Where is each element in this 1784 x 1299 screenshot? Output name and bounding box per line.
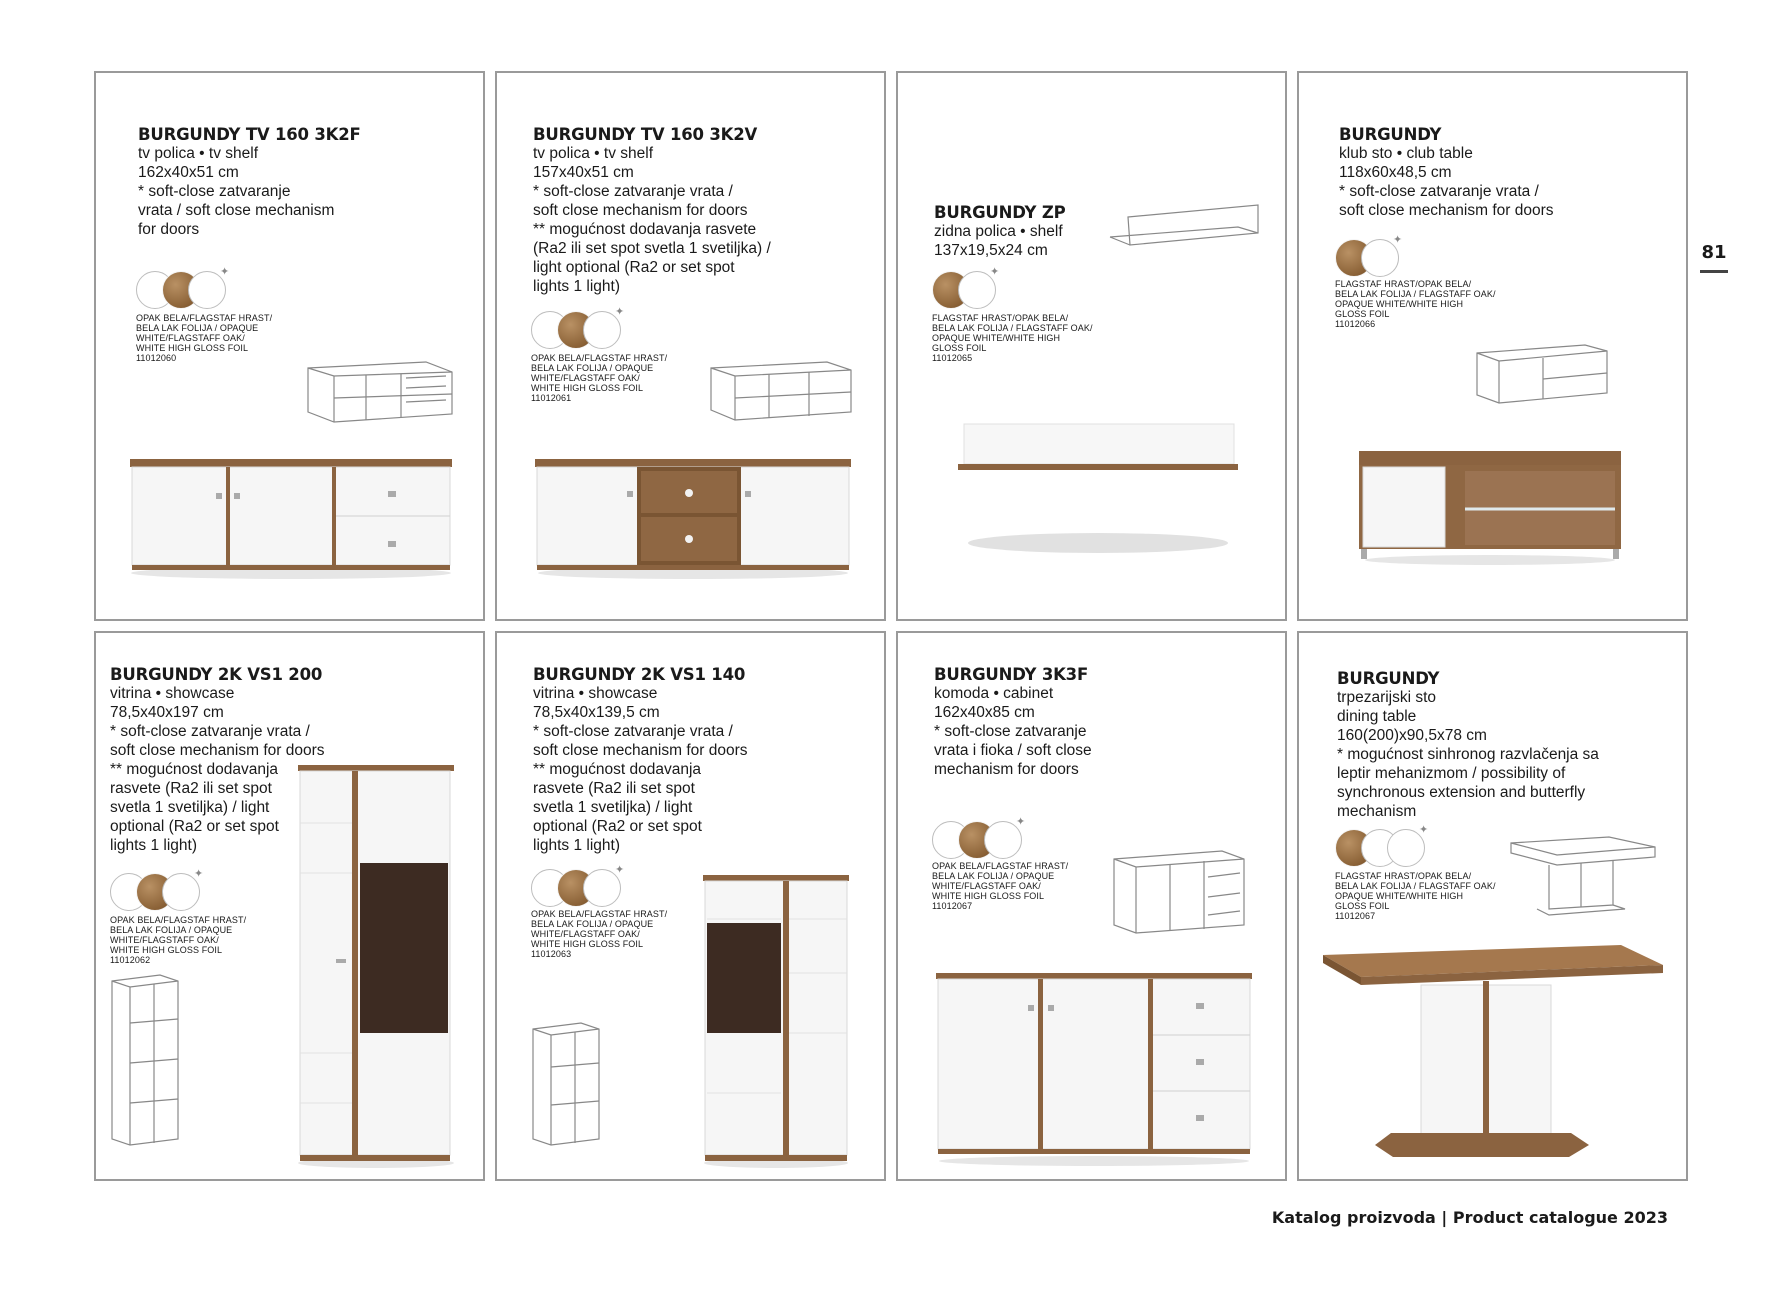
description-line: for doors — [138, 221, 200, 238]
description-line: trpezarijski sto — [1337, 689, 1437, 706]
tv-shelf-line-drawing — [306, 358, 456, 433]
color-swatches — [1335, 824, 1435, 869]
showcase-render — [296, 763, 456, 1173]
finish-codes — [1335, 279, 1496, 329]
tv-shelf-line-drawing — [709, 358, 854, 433]
finish-line: BELA LAK FOLIJA / OPAQUE — [531, 363, 654, 373]
finish-codes — [531, 353, 667, 403]
product-card-dining-table — [1297, 631, 1688, 1181]
finish-line: OPAK BELA/FLAGSTAF HRAST/ — [932, 861, 1069, 871]
description-line: * soft-close zatvaranje vrata / — [533, 183, 733, 200]
finish-line: BELA LAK FOLIJA / FLAGSTAFF OAK/ — [1335, 289, 1496, 299]
finish-line: WHITE HIGH GLOSS FOIL — [136, 343, 249, 353]
description-line: soft close mechanism for doors — [1339, 202, 1554, 219]
description-line: 137x19,5x24 cm — [934, 242, 1048, 259]
description-line: * soft-close zatvaranje — [934, 723, 1087, 740]
description-line: tv polica • tv shelf — [533, 145, 654, 162]
description-line: vitrina • showcase — [533, 685, 658, 702]
description-line: svetla 1 svetiljka) / light — [533, 799, 693, 816]
showcase-render — [701, 873, 851, 1173]
finish-line: WHITE HIGH GLOSS FOIL — [110, 945, 223, 955]
description-line: 162x40x85 cm — [934, 704, 1035, 721]
wall-shelf-line-drawing — [1108, 203, 1263, 248]
finish-codes — [110, 915, 246, 965]
product-description — [934, 684, 1092, 779]
product-title: BURGUNDY TV 160 3K2F — [138, 125, 361, 144]
tv-shelf-render — [126, 453, 456, 583]
product-title: BURGUNDY 2K VS1 140 — [533, 665, 746, 684]
product-description — [533, 144, 771, 296]
description-line: tv polica • tv shelf — [138, 145, 259, 162]
finish-line: OPAK BELA/FLAGSTAF HRAST/ — [110, 915, 247, 925]
finish-line: FLAGSTAF HRAST/OPAK BELA/ — [1335, 871, 1472, 881]
cabinet-line-drawing — [1112, 849, 1247, 939]
product-card-club-table — [1297, 71, 1688, 621]
description-line: 118x60x48,5 cm — [1339, 164, 1452, 181]
description-line: * soft-close zatvaranje vrata / — [1339, 183, 1539, 200]
description-line: vrata / soft close mechanism — [138, 202, 335, 219]
club-table-render — [1355, 445, 1625, 575]
description-line: 78,5x40x197 cm — [110, 704, 224, 721]
product-card-2k-vs1-140 — [495, 631, 886, 1181]
finish-line: 11012066 — [1335, 319, 1376, 329]
finish-line: OPAQUE WHITE/WHITE HIGH — [1335, 891, 1464, 901]
description-line: lights 1 light) — [110, 837, 198, 854]
finish-line: FLAGSTAF HRAST/OPAK BELA/ — [932, 313, 1069, 323]
description-line: * soft-close zatvaranje vrata / — [110, 723, 310, 740]
color-swatches — [531, 306, 631, 351]
product-card-2k-vs1-200 — [94, 631, 485, 1181]
description-line: ** mogućnost dodavanja rasvete — [533, 221, 757, 238]
product-card-3k3f — [896, 631, 1287, 1181]
finish-line: OPAK BELA/FLAGSTAF HRAST/ — [136, 313, 273, 323]
description-line: rasvete (Ra2 ili set spot — [533, 780, 695, 797]
finish-codes — [932, 861, 1068, 911]
product-title: BURGUNDY 3K3F — [934, 665, 1089, 684]
color-swatches — [136, 266, 236, 311]
description-line: optional (Ra2 or set spot — [533, 818, 702, 835]
description-line: * soft-close zatvaranje vrata / — [533, 723, 733, 740]
wall-shelf-render — [958, 418, 1238, 558]
product-title: BURGUNDY TV 160 3K2V — [533, 125, 758, 144]
sparkle-icon: ✦ — [615, 864, 625, 876]
description-line: light optional (Ra2 or set spot — [533, 259, 735, 276]
description-line: leptir mehanizmom / possibility of — [1337, 765, 1566, 782]
finish-codes — [932, 313, 1093, 363]
description-line: * soft-close zatvaranje — [138, 183, 291, 200]
description-line: 157x40x51 cm — [533, 164, 634, 181]
finish-line: OPAK BELA/FLAGSTAF HRAST/ — [531, 909, 668, 919]
description-line: optional (Ra2 or set spot — [110, 818, 279, 835]
finish-codes — [136, 313, 272, 363]
tv-shelf-render — [533, 453, 853, 583]
sparkle-icon: ✦ — [1419, 824, 1429, 836]
finish-line: WHITE HIGH GLOSS FOIL — [531, 383, 644, 393]
dining-table-render — [1321, 945, 1665, 1170]
finish-line: 11012067 — [932, 901, 973, 911]
sparkle-icon: ✦ — [1393, 234, 1403, 246]
product-description — [1339, 144, 1554, 220]
finish-line: WHITE/FLAGSTAFF OAK/ — [932, 881, 1041, 891]
finish-codes — [531, 909, 667, 959]
finish-line: 11012063 — [531, 949, 572, 959]
finish-line: 11012061 — [531, 393, 572, 403]
product-description — [1337, 688, 1599, 821]
description-line: svetla 1 svetiljka) / light — [110, 799, 270, 816]
finish-line: BELA LAK FOLIJA / OPAQUE — [136, 323, 259, 333]
description-line: mechanism — [1337, 803, 1417, 820]
finish-line: BELA LAK FOLIJA / FLAGSTAFF OAK/ — [932, 323, 1093, 333]
product-card-zp — [896, 71, 1287, 621]
finish-line: BELA LAK FOLIJA / OPAQUE — [932, 871, 1055, 881]
showcase-line-drawing — [531, 1021, 603, 1149]
description-line: komoda • cabinet — [934, 685, 1054, 702]
description-line: ** mogućnost dodavanja — [533, 761, 702, 778]
sparkle-icon: ✦ — [1016, 816, 1026, 828]
sparkle-icon: ✦ — [615, 306, 625, 318]
finish-line: WHITE/FLAGSTAFF OAK/ — [531, 929, 640, 939]
finish-line: BELA LAK FOLIJA / OPAQUE — [531, 919, 654, 929]
finish-line: WHITE/FLAGSTAFF OAK/ — [110, 935, 219, 945]
description-line: (Ra2 ili set spot svetla 1 svetiljka) / — [533, 240, 771, 257]
sparkle-icon: ✦ — [220, 266, 230, 278]
finish-line: WHITE HIGH GLOSS FOIL — [531, 939, 644, 949]
cabinet-render — [934, 969, 1254, 1169]
finish-line: 11012065 — [932, 353, 973, 363]
color-swatches — [932, 266, 1012, 311]
finish-line: GLOSS FOIL — [1335, 901, 1390, 911]
page-number-underline — [1700, 270, 1728, 273]
description-line: vrata i fioka / soft close — [934, 742, 1092, 759]
description-line: vitrina • showcase — [110, 685, 235, 702]
description-line: soft close mechanism for doors — [533, 742, 748, 759]
description-line: * mogućnost sinhronog razvlačenja sa — [1337, 746, 1599, 763]
description-line: ** mogućnost dodavanja — [110, 761, 279, 778]
description-line: dining table — [1337, 708, 1417, 725]
finish-line: GLOSS FOIL — [1335, 309, 1390, 319]
description-line: lights 1 light) — [533, 837, 621, 854]
finish-line: WHITE/FLAGSTAFF OAK/ — [136, 333, 245, 343]
product-description — [138, 144, 334, 239]
finish-line: 11012060 — [136, 353, 177, 363]
description-line: soft close mechanism for doors — [533, 202, 748, 219]
product-description — [533, 684, 748, 855]
description-line: 160(200)x90,5x78 cm — [1337, 727, 1487, 744]
color-swatches — [531, 864, 631, 909]
color-swatches — [110, 868, 210, 913]
finish-line: 11012067 — [1335, 911, 1376, 921]
finish-line: GLOSS FOIL — [932, 343, 987, 353]
sparkle-icon: ✦ — [990, 266, 1000, 278]
description-line: 78,5x40x139,5 cm — [533, 704, 660, 721]
finish-line: OPAK BELA/FLAGSTAF HRAST/ — [531, 353, 668, 363]
description-line: lights 1 light) — [533, 278, 621, 295]
product-card-tv-160-3k2f — [94, 71, 485, 621]
finish-line: WHITE/FLAGSTAFF OAK/ — [531, 373, 640, 383]
finish-line: BELA LAK FOLIJA / OPAQUE — [110, 925, 233, 935]
finish-line: OPAQUE WHITE/WHITE HIGH — [1335, 299, 1464, 309]
page-number: 81 — [1701, 242, 1727, 263]
color-swatches — [932, 816, 1032, 861]
product-title: BURGUNDY ZP — [934, 203, 1066, 222]
description-line: zidna polica • shelf — [934, 223, 1063, 240]
finish-codes — [1335, 871, 1496, 921]
description-line: rasvete (Ra2 ili set spot — [110, 780, 272, 797]
finish-line: 11012062 — [110, 955, 151, 965]
club-table-line-drawing — [1475, 343, 1610, 413]
sparkle-icon: ✦ — [194, 868, 204, 880]
dining-table-line-drawing — [1509, 835, 1659, 925]
showcase-line-drawing — [110, 973, 182, 1148]
color-swatches — [1335, 234, 1415, 279]
finish-line: WHITE HIGH GLOSS FOIL — [932, 891, 1045, 901]
description-line: synchronous extension and butterfly — [1337, 784, 1586, 801]
finish-line: OPAQUE WHITE/WHITE HIGH — [932, 333, 1061, 343]
product-title: BURGUNDY — [1337, 669, 1440, 688]
description-line: 162x40x51 cm — [138, 164, 239, 181]
product-title: BURGUNDY 2K VS1 200 — [110, 665, 323, 684]
catalogue-footer: Katalog proizvoda | Product catalogue 2023 — [1271, 1208, 1668, 1227]
description-line: soft close mechanism for doors — [110, 742, 325, 759]
finish-line: FLAGSTAF HRAST/OPAK BELA/ — [1335, 279, 1472, 289]
description-line: mechanism for doors — [934, 761, 1079, 778]
product-description — [934, 222, 1063, 260]
product-description — [110, 684, 325, 855]
product-title: BURGUNDY — [1339, 125, 1442, 144]
finish-line: BELA LAK FOLIJA / FLAGSTAFF OAK/ — [1335, 881, 1496, 891]
product-card-tv-160-3k2v — [495, 71, 886, 621]
description-line: klub sto • club table — [1339, 145, 1473, 162]
